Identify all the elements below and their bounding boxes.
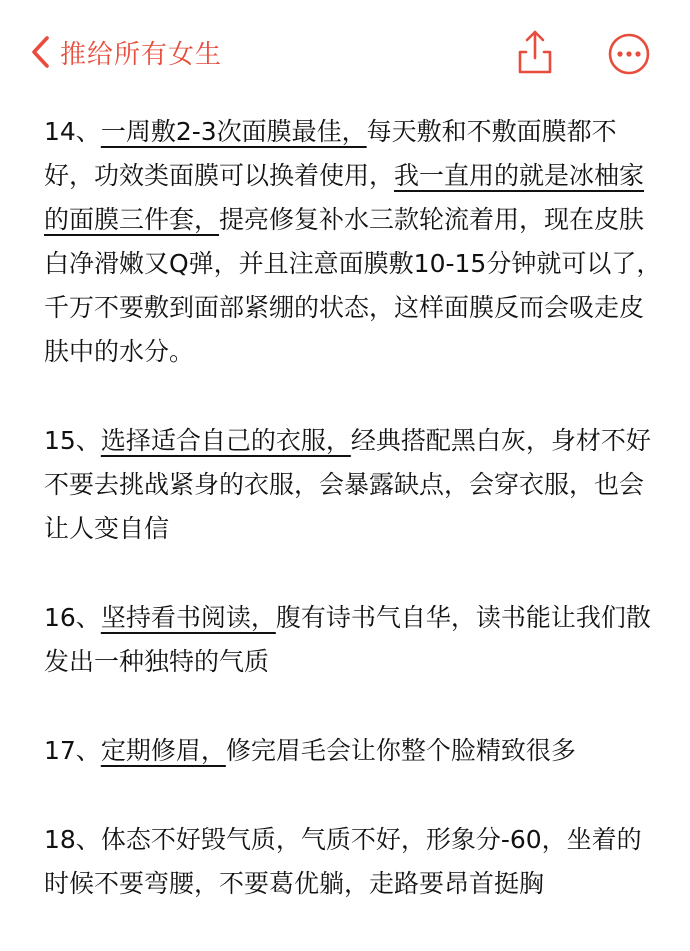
tip-highlight: 坚持看书阅读，	[100, 603, 276, 632]
tip-number: 14、	[44, 117, 101, 146]
share-button[interactable]	[513, 26, 557, 76]
tip-highlight: 我一直用的就是冰柚家的面膜三件套，	[44, 161, 645, 234]
chevron-left-icon	[26, 30, 56, 74]
tip-number: 17、	[44, 736, 101, 765]
navigation-bar	[0, 0, 690, 100]
tip-17	[44, 729, 664, 773]
tip-text: 修完眉毛会让你整个脸精致很多	[225, 736, 576, 765]
more-button[interactable]	[607, 32, 651, 76]
tip-highlight: 定期修眉，	[100, 736, 226, 765]
more-icon	[607, 61, 651, 80]
tip-14	[44, 110, 664, 374]
back-button[interactable]	[26, 30, 222, 74]
share-icon	[513, 61, 557, 80]
tip-number: 18、	[44, 825, 101, 854]
tip-highlight: 选择适合自己的衣服，	[100, 426, 351, 455]
tip-text: 每天敷和不敷面膜都不好，功效类面膜可以换着使用，	[44, 117, 617, 190]
tip-number: 15、	[44, 426, 101, 455]
tip-highlight: 一周敷2-3次面膜最佳，	[100, 117, 367, 146]
tip-text: 经典搭配黑白灰，身材不好不要去挑战紧身的衣服，会暴露缺点，会穿衣服，也会让人变自信	[44, 426, 651, 543]
tip-text: 体态不好毁气质，气质不好，形象分-60，坐着的时候不要弯腰，不要葛优躺，走路要昂首挺胸	[44, 825, 642, 898]
tip-text: 腹有诗书气自华，读书能让我们散发出一种独特的气质	[44, 603, 651, 676]
tip-text: 提亮修复补水三款轮流着用，现在皮肤白净滑嫩又Q弹，并且注意面膜敷10-15分钟就可以了，千万不要敷到面部紧绷的状态，这样面膜反而会吸走皮肤中的水分。	[44, 205, 662, 366]
bottom-fade	[0, 886, 690, 920]
note-content[interactable]	[44, 110, 664, 951]
back-label: 推给所有女生	[60, 39, 223, 70]
tip-number: 16、	[44, 603, 101, 632]
tip-15	[44, 419, 664, 551]
tip-16	[44, 596, 664, 684]
